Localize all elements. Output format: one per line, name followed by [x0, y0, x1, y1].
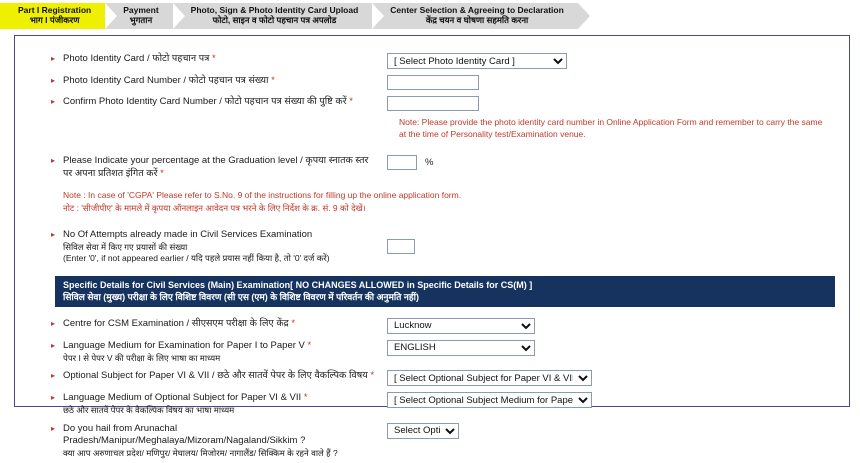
- required-marker: *: [212, 53, 216, 64]
- field-language-medium-paper1-5: [375, 340, 849, 356]
- field-graduation-percentage: [375, 155, 849, 170]
- id-note-container: [375, 117, 849, 141]
- label-attempts: [15, 229, 375, 265]
- required-marker: *: [370, 370, 375, 382]
- required-marker: *: [271, 75, 275, 86]
- confirm-photo-identity-number-input[interactable]: [387, 96, 479, 111]
- percent-symbol: %: [425, 156, 434, 168]
- cgpa-note-en: Note : In case of 'CGPA' Please refer to S.No. 9 of the instructions for filling up the online application form.: [63, 190, 462, 201]
- label-text: Do you hail from Arunachal Pradesh/Manipur/Meghalaya/Mizoram/Nagaland/Sikkim ?: [63, 422, 306, 447]
- label-optional-subject-medium: [15, 392, 375, 416]
- optional-subject-select[interactable]: [387, 370, 592, 386]
- bullet-icon: ▸: [51, 371, 56, 381]
- field-row-photo-identity-card: [15, 50, 849, 72]
- attempts-hint: (Enter '0', if not appeared earlier / यदि पहले प्रयास नहीं किया है, तो '0' दर्ज करें): [63, 253, 330, 264]
- field-photo-identity-number: [375, 75, 849, 90]
- required-marker: *: [160, 167, 164, 179]
- bullet-icon: ▸: [51, 423, 56, 433]
- label-text: No Of Attempts already made in Civil Services Examination: [63, 229, 313, 241]
- field-optional-subject-medium: [375, 392, 849, 408]
- label-centre-csm: [15, 318, 375, 331]
- label-language-medium-paper1-5: [15, 340, 375, 364]
- field-centre-csm: [375, 318, 849, 334]
- field-optional-subject: [375, 370, 849, 386]
- label-photo-identity-card: [15, 53, 375, 66]
- bullet-icon: ▸: [51, 76, 56, 85]
- required-marker: *: [303, 392, 308, 404]
- cgpa-note-hi: नोट : 'सीजीपीए' के मामले में कृपया ऑनलाइन आवेदन पत्र भरने के लिए निर्देश के क्र. सं. 9 को देखें।: [63, 202, 366, 213]
- centre-csm-select[interactable]: [387, 318, 535, 334]
- label-text: Photo Identity Card Number / फोटो पहचान पत्र संख्या: [63, 75, 269, 86]
- field-domicile: [375, 423, 849, 439]
- label-confirm-photo-identity-number: [15, 96, 375, 109]
- step-center-selection-declaration[interactable]: [372, 3, 578, 29]
- required-marker: *: [349, 96, 353, 107]
- step-label-hi: भाग I पंजीकरण: [29, 15, 80, 25]
- label-text: Photo Identity Card / फोटो पहचान पत्र: [63, 53, 210, 64]
- language-medium-paper1-5-select[interactable]: [387, 340, 535, 356]
- label-text: Language Medium for Examination for Paper I to Paper V: [63, 339, 305, 351]
- field-attempts: [375, 229, 849, 254]
- step-label-en: Payment: [123, 5, 159, 16]
- photo-id-note: Note: Please provide the photo identity card number in Online Application Form and remember to carry the same at the time of Personality test/Examination venue.: [399, 117, 823, 139]
- bullet-icon: ▸: [51, 97, 56, 106]
- field-row-domicile: [15, 420, 849, 463]
- graduation-percentage-input[interactable]: [387, 155, 417, 170]
- label-domicile-hi: क्या आप अरुणाचल प्रदेश/ मणिपुर/ मेघालय/ मिजोरम/ नागालैंड/ सिक्किम के रहने वाले हैं ?: [63, 448, 338, 459]
- step-payment[interactable]: [105, 3, 172, 29]
- field-row-confirm-photo-identity-number: [15, 93, 849, 114]
- photo-identity-number-input[interactable]: [387, 75, 479, 90]
- field-photo-identity-card: [375, 53, 849, 69]
- field-row-graduation-percentage: [15, 152, 849, 184]
- progress-steps: [0, 3, 860, 29]
- label-photo-identity-number: [15, 75, 375, 88]
- domicile-select[interactable]: [387, 423, 459, 439]
- photo-identity-card-select[interactable]: [387, 53, 567, 69]
- step-label-en: Photo, Sign & Photo Identity Card Upload: [190, 5, 359, 16]
- label-graduation-percentage: [15, 155, 375, 181]
- label-optional-subject-medium-hi: छठे और सातवें पेपर के वैकल्पिक विषय का भाषा माध्यम: [63, 405, 235, 416]
- required-marker: *: [291, 317, 296, 329]
- bullet-icon: ▸: [51, 393, 56, 403]
- section-header-hi: सिविल सेवा (मुख्य) परीक्षा के लिए विशिष्ट विवरण (सी एस (एम) के विशिष्ट विवरण में परिवर्तन की अनुमति नहीं): [63, 292, 419, 303]
- row-id-note: [15, 114, 849, 144]
- field-row-attempts: [15, 226, 849, 268]
- field-row-centre-csm: [15, 315, 849, 337]
- section-header-csm-details: [55, 276, 835, 307]
- step-label-hi: भुगतान: [129, 15, 153, 25]
- step-part-i-registration[interactable]: [0, 3, 105, 29]
- label-text: Confirm Photo Identity Card Number / फोटो पहचान पत्र संख्या की पुष्टि करें: [63, 96, 347, 107]
- label-text: Centre for CSM Examination / सीएसएम परीक्षा के लिए केंद्र: [63, 317, 289, 329]
- step-label-hi: फोटो, साइन व फोटो पहचान पत्र अपलोड: [212, 15, 337, 25]
- field-row-photo-identity-number: [15, 72, 849, 93]
- cgpa-note-block: [15, 189, 849, 214]
- bullet-icon: ▸: [51, 340, 56, 350]
- field-row-language-medium-paper1-5: [15, 337, 849, 367]
- bullet-icon: ▸: [51, 155, 56, 165]
- step-label-en: Part I Registration: [18, 5, 92, 16]
- label-text: Optional Subject for Paper VI & VII / छठे और सातवें पेपर के लिए वैकल्पिक विषय: [63, 370, 368, 382]
- field-row-optional-subject: [15, 367, 849, 389]
- bullet-icon: ▸: [51, 318, 56, 328]
- field-confirm-photo-identity-number: [375, 96, 849, 111]
- label-text: Please Indicate your percentage at the Graduation level / कृपया स्नातक स्तर पर अपना प्रतिशत इंगित करें: [63, 154, 369, 179]
- step-label-hi: केंद्र चयन व घोषणा सहमति करना: [425, 15, 529, 25]
- attempts-input[interactable]: [387, 239, 415, 254]
- label-optional-subject: [15, 370, 375, 383]
- bullet-icon: ▸: [51, 54, 56, 63]
- registration-form-panel: [14, 35, 850, 459]
- bullet-icon: ▸: [51, 230, 56, 240]
- section-header-en: Specific Details for Civil Services (Main) Examination[ NO CHANGES ALLOWED in Specific Details for CS(M) ]: [63, 279, 533, 290]
- optional-subject-medium-select[interactable]: [387, 392, 592, 408]
- label-domicile: [15, 423, 375, 460]
- label-attempts-hi: सिविल सेवा में किए गए प्रयासों की संख्या: [63, 241, 188, 252]
- step-label-en: Center Selection & Agreeing to Declaration: [390, 5, 564, 16]
- label-language-medium-paper1-5-hi: पेपर I से पेपर V की परीक्षा के लिए भाषा का माध्यम: [63, 352, 221, 363]
- required-marker: *: [307, 339, 312, 351]
- step-photo-sign-upload[interactable]: [173, 3, 373, 29]
- label-text: Language Medium of Optional Subject for Paper VI & VII: [63, 392, 302, 404]
